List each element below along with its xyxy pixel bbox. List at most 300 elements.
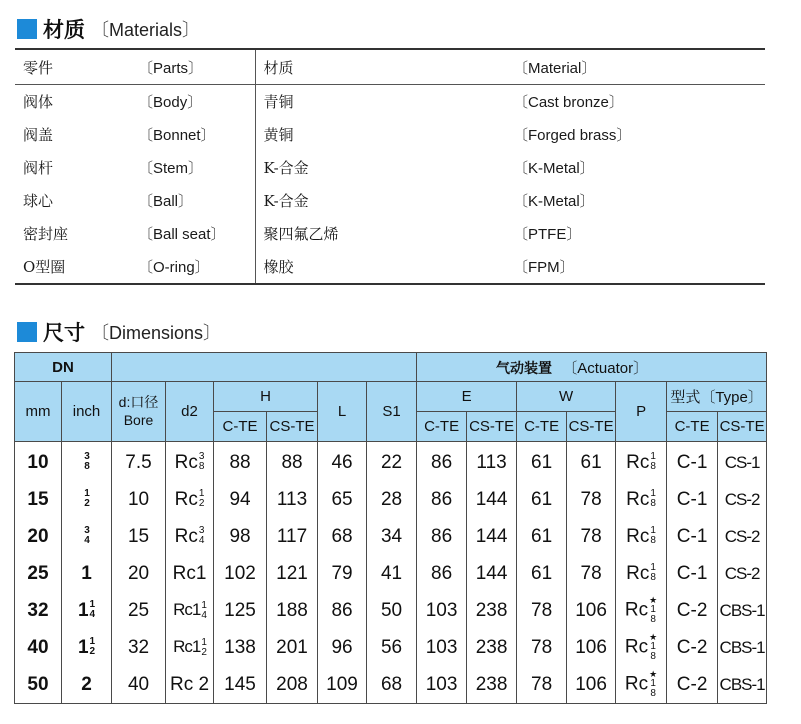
- mm-value: 15: [27, 488, 49, 510]
- h-cste-value: 208: [276, 673, 308, 695]
- cell-h-cte: [214, 555, 267, 592]
- cell-l: [318, 481, 367, 518]
- cell-p: [616, 666, 667, 704]
- type-cte-value: C-1: [676, 562, 708, 584]
- inch-numerator: 3: [84, 525, 90, 537]
- cell-inch: [62, 629, 112, 666]
- mm-value: 40: [27, 636, 49, 658]
- dimensions-title-cn: 尺寸: [43, 321, 85, 345]
- table-row: [15, 250, 765, 284]
- bore-value: 7.5: [125, 451, 152, 473]
- cell-d2: [166, 666, 214, 704]
- l-value: 79: [331, 562, 353, 584]
- p-denominator: 8: [650, 461, 656, 473]
- cell-h-cte: [214, 666, 267, 704]
- p-numerator: 1: [650, 678, 656, 689]
- header-actuator-cn: 气动装置: [496, 360, 553, 377]
- e-cte-value: 86: [431, 488, 453, 510]
- cell-p: [616, 555, 667, 592]
- materials-table: [15, 48, 765, 285]
- cell-s1: [367, 481, 417, 518]
- e-cte-value: 86: [431, 451, 453, 473]
- d2-numerator: 1: [201, 636, 206, 648]
- cell-w-cte: [517, 666, 567, 704]
- dim-header-row-1: [15, 353, 767, 382]
- material-cn: K-合金: [255, 184, 505, 217]
- table-row: [15, 666, 767, 704]
- p-numerator: 1: [650, 562, 656, 574]
- cell-inch: [62, 442, 112, 482]
- l-value: 86: [331, 599, 353, 621]
- cell-w-cste: [567, 442, 616, 482]
- type-cte-value: C-2: [676, 673, 708, 695]
- w-cte-value: 78: [531, 673, 553, 695]
- h-cte-value: 138: [224, 636, 256, 658]
- d2-whole: Rc: [174, 525, 198, 547]
- e-cte-value: 86: [431, 562, 453, 584]
- e-cste-value: 144: [475, 525, 508, 547]
- cell-e-cste: [467, 481, 517, 518]
- cell-inch: [62, 518, 112, 555]
- cell-w-cste: [567, 555, 616, 592]
- p-fraction: [650, 526, 656, 546]
- header-l: L: [318, 382, 367, 442]
- cell-h-cste: [267, 629, 318, 666]
- s1-value: 50: [380, 599, 403, 621]
- dimensions-table: [14, 352, 767, 704]
- inch-numerator: 3: [84, 451, 90, 463]
- cell-w-cte: [517, 592, 567, 629]
- part-cn: 密封座: [23, 225, 69, 243]
- cell-d2: [166, 629, 214, 666]
- s1-value: 68: [380, 673, 403, 695]
- l-value: 46: [331, 451, 353, 473]
- s1-value: 34: [380, 525, 403, 547]
- header-bore: [112, 382, 166, 442]
- header-w: W: [517, 382, 616, 412]
- type-cste-value: CS-2: [724, 526, 760, 546]
- cell-e-cte: [417, 518, 467, 555]
- cell-l: [318, 518, 367, 555]
- table-row: [15, 592, 767, 629]
- p-prefix: Rc: [626, 451, 650, 473]
- cell-type-cte: [667, 481, 718, 518]
- w-cste-value: 106: [575, 599, 607, 621]
- header-type: 型式〔Type〕: [667, 382, 767, 412]
- header-actuator: [417, 353, 767, 382]
- cell-e-cste: [467, 666, 517, 704]
- material-cn: 黄铜: [255, 118, 505, 151]
- cell-w-cste: [567, 518, 616, 555]
- materials-header-row: [15, 49, 765, 85]
- type-cste-value: CBS-1: [719, 600, 765, 620]
- cell-e-cste: [467, 442, 517, 482]
- w-cte-value: 78: [531, 636, 553, 658]
- cell-mm: [15, 592, 62, 629]
- p-fraction: [649, 670, 657, 699]
- blue-square-icon: [17, 19, 37, 39]
- table-row: [15, 151, 765, 184]
- inch-whole: 1: [77, 636, 89, 658]
- header-dn: DN: [15, 353, 112, 382]
- cell-d2: [166, 555, 214, 592]
- inch-denominator: 8: [84, 461, 90, 473]
- table-row: [15, 629, 767, 666]
- e-cte-value: 86: [431, 525, 453, 547]
- w-cte-value: 61: [531, 525, 553, 547]
- s1-value: 56: [380, 636, 403, 658]
- h-cste-value: 117: [276, 525, 308, 547]
- cell-h-cste: [267, 592, 318, 629]
- bore-value: 40: [127, 673, 150, 695]
- header-s1: S1: [367, 382, 417, 442]
- cell-bore: [112, 555, 166, 592]
- cell-mm: [15, 629, 62, 666]
- p-prefix: Rc: [626, 525, 650, 547]
- inch-whole: 2: [81, 673, 92, 695]
- table-row: [15, 85, 765, 119]
- mm-value: 32: [27, 599, 49, 621]
- inch-fraction: [84, 452, 90, 472]
- inch-fraction: [84, 526, 90, 546]
- d2-fraction: [201, 601, 206, 621]
- header-type-cte: C-TE: [667, 412, 718, 442]
- part-cn: 阀盖: [23, 126, 54, 144]
- type-cste-value: CBS-1: [719, 637, 765, 657]
- p-denominator: 8: [650, 614, 656, 625]
- h-cte-value: 125: [224, 599, 256, 621]
- type-cte-value: C-2: [676, 599, 708, 621]
- cell-w-cte: [517, 518, 567, 555]
- cell-bore: [112, 518, 166, 555]
- cell-bore: [112, 629, 166, 666]
- d2-denominator: 2: [201, 646, 206, 658]
- table-row: [15, 118, 765, 151]
- inch-whole: 1: [81, 562, 92, 584]
- cell-w-cte: [517, 442, 567, 482]
- cell-type-cste: [718, 518, 767, 555]
- p-numerator: 1: [650, 641, 656, 652]
- h-cste-value: 121: [276, 562, 308, 584]
- mm-value: 20: [27, 525, 49, 547]
- cell-type-cte: [667, 666, 718, 704]
- p-fraction: [650, 452, 656, 472]
- h-cste-value: 188: [276, 599, 308, 621]
- cell-e-cste: [467, 518, 517, 555]
- cell-type-cste: [718, 555, 767, 592]
- part-en: 〔Ball seat〕: [138, 226, 226, 243]
- header-h: H: [214, 382, 318, 412]
- table-row: [15, 184, 765, 217]
- type-cte-value: C-1: [676, 525, 708, 547]
- header-h-cte: C-TE: [214, 412, 267, 442]
- p-numerator: 1: [650, 604, 656, 615]
- mm-value: 10: [27, 451, 49, 473]
- d2-whole: Rc1: [173, 600, 201, 620]
- h-cte-value: 94: [229, 488, 251, 510]
- inch-denominator: 4: [89, 609, 96, 621]
- p-numerator: 1: [650, 451, 656, 463]
- cell-h-cte: [214, 442, 267, 482]
- materials-heading: [17, 14, 200, 44]
- type-cste-value: CS-2: [724, 563, 760, 583]
- cell-mm: [15, 442, 62, 482]
- header-mm: mm: [15, 382, 62, 442]
- d2-whole: Rc: [174, 451, 198, 473]
- header-bore-cn: d:口径: [118, 394, 159, 410]
- material-en: 〔K-Metal〕: [513, 193, 595, 210]
- cell-e-cste: [467, 592, 517, 629]
- header-h-cste: CS-TE: [267, 412, 318, 442]
- d2-fraction: [199, 452, 205, 472]
- cell-d2: [166, 592, 214, 629]
- inch-numerator: 1: [89, 599, 96, 611]
- d2-numerator: 1: [198, 488, 205, 500]
- cell-p: [616, 481, 667, 518]
- w-cste-value: 106: [575, 636, 607, 658]
- inch-numerator: 1: [84, 488, 90, 500]
- cell-type-cte: [667, 629, 718, 666]
- part-en: 〔Stem〕: [138, 160, 204, 177]
- bore-value: 15: [127, 525, 150, 547]
- inch-denominator: 2: [89, 646, 96, 658]
- bore-value: 20: [127, 562, 150, 584]
- p-star: ★: [649, 632, 658, 642]
- materials-title-en: 〔Materials〕: [91, 20, 201, 40]
- cell-l: [318, 666, 367, 704]
- type-cte-value: C-1: [676, 451, 708, 473]
- e-cste-value: 144: [475, 562, 508, 584]
- cell-h-cste: [267, 666, 318, 704]
- d2-denominator: 4: [201, 609, 206, 621]
- l-value: 65: [331, 488, 353, 510]
- material-en: 〔PTFE〕: [513, 226, 582, 243]
- part-cn: 球心: [23, 192, 54, 210]
- p-fraction: [650, 489, 656, 509]
- part-cn: 阀体: [23, 93, 54, 111]
- p-denominator: 8: [650, 535, 656, 547]
- p-prefix: Rc: [624, 636, 649, 658]
- p-star: ★: [649, 669, 658, 679]
- d2-denominator: 2: [198, 498, 205, 510]
- cell-bore: [112, 442, 166, 482]
- p-star: ★: [649, 595, 658, 605]
- cell-h-cte: [214, 518, 267, 555]
- cell-h-cte: [214, 629, 267, 666]
- d2-numerator: 3: [198, 525, 205, 537]
- cell-w-cte: [517, 481, 567, 518]
- d2-denominator: 4: [198, 535, 205, 547]
- cell-l: [318, 629, 367, 666]
- s1-value: 22: [380, 451, 403, 473]
- part-en: 〔Bonnet〕: [138, 127, 216, 144]
- header-p: P: [616, 382, 667, 442]
- w-cste-value: 78: [580, 562, 602, 584]
- cell-w-cte: [517, 555, 567, 592]
- cell-type-cte: [667, 592, 718, 629]
- part-en: 〔O-ring〕: [138, 259, 210, 276]
- table-row: [15, 555, 767, 592]
- cell-w-cte: [517, 629, 567, 666]
- mm-value: 25: [27, 562, 49, 584]
- header-d2: d2: [166, 382, 214, 442]
- e-cste-value: 238: [475, 636, 508, 658]
- header-w-cte: C-TE: [517, 412, 567, 442]
- material-cn: 橡胶: [255, 250, 505, 284]
- dimensions-heading: [17, 317, 221, 347]
- e-cte-value: 103: [425, 599, 458, 621]
- w-cte-value: 61: [531, 488, 553, 510]
- bore-value: 10: [127, 488, 150, 510]
- material-cn: 聚四氟乙烯: [255, 217, 505, 250]
- part-cn: 阀杆: [23, 159, 54, 177]
- p-fraction: [649, 596, 657, 625]
- dim-header-row-2: [15, 382, 767, 412]
- header-type-cste: CS-TE: [718, 412, 767, 442]
- cell-s1: [367, 629, 417, 666]
- cell-mm: [15, 555, 62, 592]
- cell-h-cste: [267, 442, 318, 482]
- p-denominator: 8: [650, 688, 656, 699]
- w-cste-value: 106: [575, 673, 607, 695]
- cell-e-cte: [417, 442, 467, 482]
- p-denominator: 8: [650, 572, 656, 584]
- p-prefix: Rc: [626, 562, 650, 584]
- cell-s1: [367, 555, 417, 592]
- cell-mm: [15, 481, 62, 518]
- cell-e-cte: [417, 666, 467, 704]
- inch-fraction: [90, 637, 96, 657]
- cell-l: [318, 592, 367, 629]
- w-cte-value: 61: [531, 562, 553, 584]
- cell-l: [318, 555, 367, 592]
- cell-type-cste: [718, 592, 767, 629]
- cell-s1: [367, 518, 417, 555]
- cell-h-cste: [267, 555, 318, 592]
- l-value: 109: [326, 673, 358, 695]
- blue-square-icon: [17, 322, 37, 342]
- e-cte-value: 103: [425, 636, 458, 658]
- cell-inch: [62, 481, 112, 518]
- d2-whole: Rc 2: [169, 673, 210, 695]
- cell-s1: [367, 666, 417, 704]
- e-cte-value: 103: [425, 673, 458, 695]
- p-denominator: 8: [650, 498, 656, 510]
- inch-fraction: [84, 489, 90, 509]
- p-prefix: Rc: [626, 488, 650, 510]
- mm-value: 50: [27, 673, 49, 695]
- inch-numerator: 1: [89, 636, 96, 648]
- cell-inch: [62, 666, 112, 704]
- type-cte-value: C-2: [676, 636, 708, 658]
- header-part-en: 〔Parts〕: [130, 49, 255, 85]
- d2-whole: Rc1: [173, 637, 201, 657]
- type-cte-value: C-1: [676, 488, 708, 510]
- cell-type-cte: [667, 518, 718, 555]
- cell-bore: [112, 481, 166, 518]
- material-cn: 青铜: [255, 85, 505, 119]
- s1-value: 41: [380, 562, 403, 584]
- h-cte-value: 102: [224, 562, 256, 584]
- inch-denominator: 2: [84, 498, 90, 510]
- w-cste-value: 61: [580, 451, 602, 473]
- w-cste-value: 78: [580, 488, 602, 510]
- p-prefix: Rc: [624, 599, 649, 621]
- h-cte-value: 145: [224, 673, 256, 695]
- l-value: 96: [331, 636, 353, 658]
- cell-h-cste: [267, 481, 318, 518]
- p-numerator: 1: [650, 488, 656, 500]
- h-cste-value: 113: [276, 488, 308, 510]
- d2-denominator: 8: [198, 461, 205, 473]
- inch-denominator: 4: [84, 535, 90, 547]
- d2-fraction: [201, 638, 206, 658]
- cell-p: [616, 592, 667, 629]
- header-e-cste: CS-TE: [467, 412, 517, 442]
- header-e: E: [417, 382, 517, 412]
- w-cte-value: 78: [531, 599, 553, 621]
- cell-e-cte: [417, 592, 467, 629]
- cell-w-cste: [567, 592, 616, 629]
- cell-s1: [367, 592, 417, 629]
- cell-e-cte: [417, 629, 467, 666]
- s1-value: 28: [380, 488, 403, 510]
- h-cte-value: 98: [229, 525, 251, 547]
- table-row: [15, 518, 767, 555]
- cell-d2: [166, 518, 214, 555]
- e-cste-value: 238: [475, 673, 508, 695]
- cell-type-cste: [718, 481, 767, 518]
- h-cste-value: 88: [281, 451, 303, 473]
- cell-inch: [62, 555, 112, 592]
- e-cste-value: 113: [476, 451, 507, 473]
- cell-e-cte: [417, 555, 467, 592]
- p-denominator: 8: [650, 651, 656, 662]
- cell-p: [616, 629, 667, 666]
- p-fraction: [649, 633, 657, 662]
- part-cn: O型圈: [23, 258, 66, 276]
- d2-numerator: 3: [198, 451, 205, 463]
- table-row: [15, 481, 767, 518]
- p-fraction: [650, 563, 656, 583]
- cell-w-cste: [567, 481, 616, 518]
- cell-type-cste: [718, 442, 767, 482]
- cell-type-cste: [718, 629, 767, 666]
- header-bore-en: Bore: [123, 411, 154, 428]
- cell-w-cste: [567, 629, 616, 666]
- cell-h-cte: [214, 481, 267, 518]
- p-prefix: Rc: [624, 673, 649, 695]
- bore-value: 32: [127, 636, 150, 658]
- h-cte-value: 88: [229, 451, 251, 473]
- cell-mm: [15, 518, 62, 555]
- cell-type-cte: [667, 555, 718, 592]
- material-en: 〔Cast bronze〕: [513, 94, 624, 111]
- header-blank: [112, 353, 417, 382]
- header-e-cte: C-TE: [417, 412, 467, 442]
- header-inch: inch: [62, 382, 112, 442]
- cell-mm: [15, 666, 62, 704]
- p-numerator: 1: [650, 525, 656, 537]
- cell-h-cte: [214, 592, 267, 629]
- l-value: 68: [331, 525, 353, 547]
- cell-w-cste: [567, 666, 616, 704]
- cell-l: [318, 442, 367, 482]
- materials-title-cn: 材质: [43, 18, 85, 42]
- dimensions-title-en: 〔Dimensions〕: [91, 323, 222, 343]
- cell-e-cste: [467, 555, 517, 592]
- inch-fraction: [90, 600, 96, 620]
